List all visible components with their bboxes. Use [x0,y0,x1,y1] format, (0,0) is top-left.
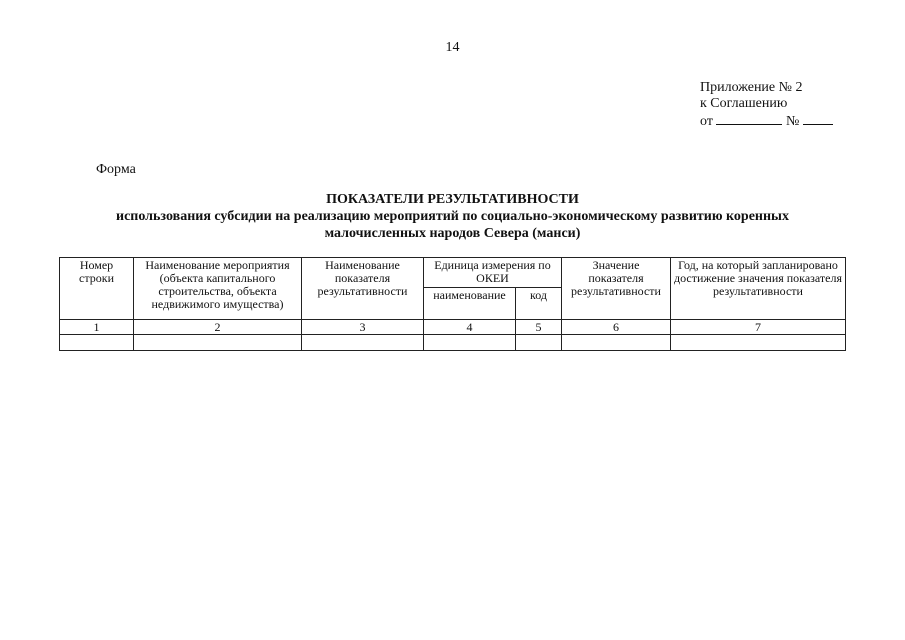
column-numbers-row [60,320,846,335]
number-blank [803,112,833,125]
indicators-table [59,257,846,351]
annex-block [700,80,833,130]
date-label: от [700,114,713,129]
header-row-number: Номер строки [60,258,134,320]
column-number-cell: 5 [516,320,562,335]
empty-cell [671,335,846,351]
column-number-cell: 1 [60,320,134,335]
header-target-year: Год, на который запланировано достижение значения показателя результативности [671,258,846,320]
header-unit-okei: Единица измерения по ОКЕИ [424,258,562,288]
column-number-cell: 6 [562,320,671,335]
column-number-cell: 3 [302,320,424,335]
table-row [60,335,846,351]
column-number-cell: 4 [424,320,516,335]
empty-cell [562,335,671,351]
empty-cell [134,335,302,351]
annex-date-line [700,112,833,130]
date-blank [716,112,782,125]
header-indicator-name: Наименование показателя результативности [302,258,424,320]
empty-cell [302,335,424,351]
annex-title: Приложение № 2 [700,80,803,95]
form-label: Форма [96,162,136,177]
column-number-cell: 7 [671,320,846,335]
title-line-3: малочисленных народов Севера (манси) [324,226,581,241]
header-value: Значение показателя результативности [562,258,671,320]
empty-cell [60,335,134,351]
empty-cell [424,335,516,351]
header-event-name: Наименование мероприятия (объекта капитального строительства, объекта недвижимого имущества) [134,258,302,320]
header-unit-code: код [516,288,562,320]
empty-cell [516,335,562,351]
title-line-1: ПОКАЗАТЕЛИ РЕЗУЛЬТАТИВНОСТИ [326,192,579,207]
annex-agreement: к Соглашению [700,96,788,111]
page-number: 14 [445,40,460,55]
column-number-cell: 2 [134,320,302,335]
number-label: № [785,114,800,129]
title-line-2: использования субсидии на реализацию мероприятий по социально-экономическому развитию коренных [116,209,789,224]
header-row-1 [60,258,846,288]
header-unit-name: наименование [424,288,516,320]
document-title [0,191,905,242]
